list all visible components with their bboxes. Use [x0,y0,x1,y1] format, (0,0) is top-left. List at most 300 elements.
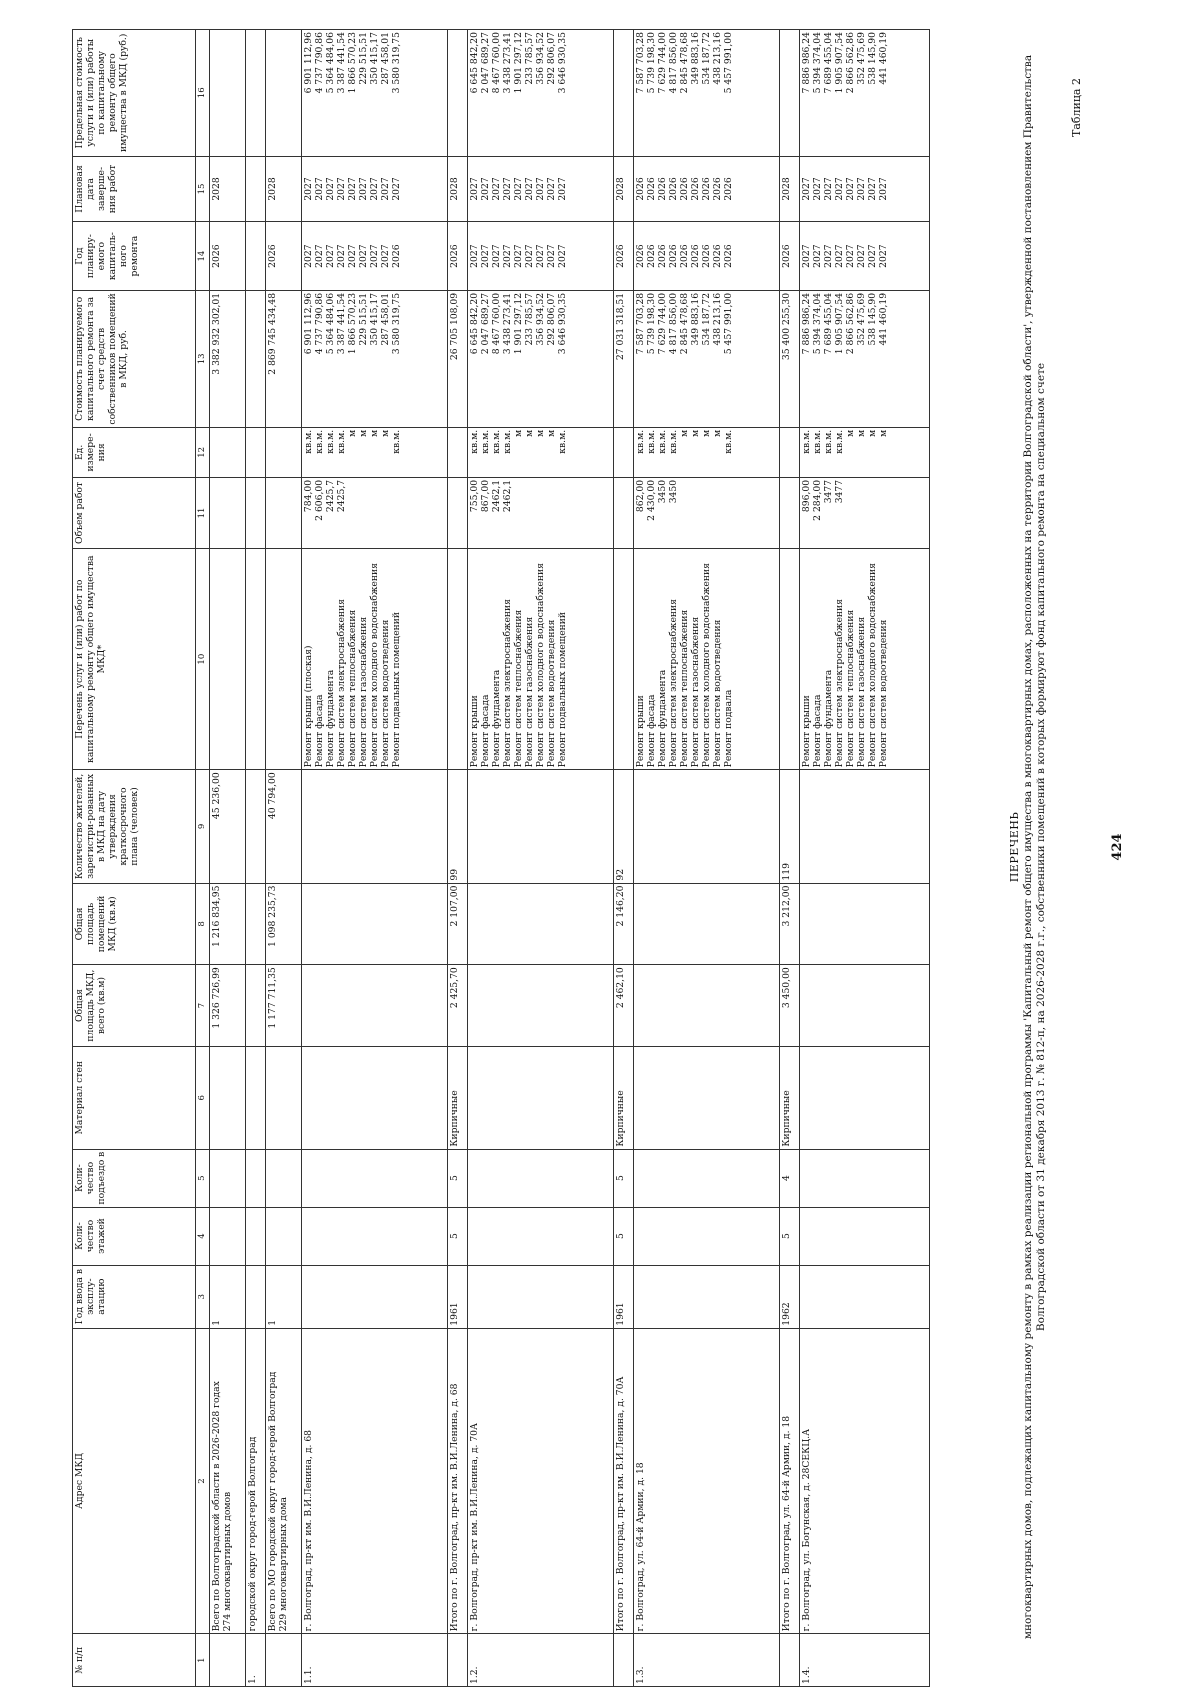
cell-line: 2027 [534,244,546,268]
column-header: Материал стен [73,1046,196,1149]
cell-line: 4 737 790,86 [313,292,325,355]
cell-line: 2027 [534,177,546,201]
address-cell: г. Волгоград, ул. Богунская, д. 28СЕКЦ.А [799,1328,929,1634]
costs-list [633,290,779,427]
table-cell [301,1046,447,1149]
table-cell [265,1046,301,1149]
table-cell [210,549,246,770]
cell-line: м [855,429,867,438]
table-cell [447,30,467,157]
cell-line: 2425,7 [335,479,347,513]
column-header: Год планиру-емого капиталь-ного ремонта [73,222,196,290]
cell-line: 538 145,90 [866,32,878,85]
column-header: № п/п [73,1634,196,1687]
table-cell [245,30,265,157]
cell-line: 2027 [844,244,856,268]
cell-line: 755,00 [468,479,480,513]
cell-line: 2027 [368,244,380,268]
cell-line: 2 866 562,86 [844,292,856,355]
table-cell [245,1207,265,1265]
cell-line: 2027 [468,177,480,201]
cell-line: м [379,429,391,438]
house-row [799,30,929,1687]
volumes-list [633,477,779,548]
column-number: 1 [196,1634,210,1687]
column-number: 7 [196,965,210,1047]
cell-line: 7 587 703,28 [634,32,646,94]
table-cell [210,1046,246,1149]
cell-line: Ремонт систем электроснабжения [833,599,845,768]
cell-line [380,480,391,546]
cell-line: 2026 [645,244,657,268]
column-number: 10 [196,549,210,770]
cell-line: м [877,429,889,438]
cell-line: 3450 [667,479,679,504]
column-number: 8 [196,883,210,965]
cell-line: Ремонт систем холодного водоснабжения [700,563,712,768]
table-cell: 3 212,00 [779,883,799,965]
cell-line: Ремонт систем теплоснабжения [678,609,690,768]
table-cell [210,427,246,477]
cell-line: 2027 [379,244,391,268]
column-number: 5 [196,1149,210,1207]
cell-line: Ремонт систем водоотведения [711,619,723,768]
cell-line: 441 460,19 [877,292,889,346]
table-cell: 1 [210,1265,246,1328]
cell-line: 1 901 297,12 [512,32,524,94]
cell-line: 896,00 [800,479,812,513]
table-cell [779,427,799,477]
cell-line: 292 806,07 [545,292,557,346]
cell-line: 2027 [390,177,402,201]
table-cell: 2026 [447,222,467,290]
house-total-row [779,30,799,1687]
column-header: Коли-чество подъездо в [73,1149,196,1207]
cell-line: м [678,429,690,438]
cell-line [358,480,369,546]
table-cell [245,427,265,477]
cell-line: 229 515,51 [357,32,369,85]
cell-line: 2027 [800,177,812,201]
cell-line: кв.м. [501,429,513,454]
limits-list [799,30,929,157]
cell-line: Ремонт крыши [800,695,812,768]
cell-line: 2026 [711,244,723,268]
summary-row [210,30,246,1687]
row-number: 1.1. [301,1634,447,1687]
cell-line [679,480,690,546]
row-number: 1.4. [799,1634,929,1687]
cell-line: 4 817 856,00 [667,32,679,94]
cell-line: Ремонт систем электроснабжения [335,599,347,768]
cell-line: 2026 [700,244,712,268]
cell-line: Ремонт систем водоотведения [877,619,889,768]
cell-line: 2027 [490,177,502,201]
table-cell [245,222,265,290]
address-cell [265,1328,301,1634]
cell-line: кв.м. [302,429,314,454]
cell-line: 2 047 689,27 [479,292,491,355]
cell-line: кв.м. [833,429,845,454]
cell-line: 2027 [302,244,314,268]
volumes-list [301,477,447,548]
units-list [467,427,613,477]
table-cell: 2026 [265,222,301,290]
cell-line: 2027 [877,177,889,201]
cell-line: Ремонт фундамента [324,669,336,768]
cell-line: 2027 [523,177,535,201]
table-cell [245,1149,265,1207]
address-cell [210,1328,246,1634]
cell-line: 2027 [844,177,856,201]
cell-line: 2026 [634,177,646,201]
cell-line: 292 806,07 [545,32,557,85]
table-cell: 2 869 745 434,48 [265,290,301,427]
table-cell: 2028 [779,156,799,222]
repair-list-table [72,29,930,1687]
cell-line [347,480,358,546]
table-label: Таблица 2 [1070,78,1083,137]
cell-line: м [512,429,524,438]
cell-line: кв.м. [556,429,568,454]
table-cell [265,549,301,770]
cell-line: 2027 [479,244,491,268]
cell-line: кв.м. [800,429,812,454]
table-cell: 1961 [613,1265,633,1328]
table-cell [265,1207,301,1265]
cell-line: Ремонт систем теплоснабжения [512,609,524,768]
table-cell: 5 [447,1207,467,1265]
cell-line [535,480,546,546]
table-cell: 1 216 834,95 [210,883,246,965]
table-cell [265,1149,301,1207]
table-cell [301,1265,447,1328]
table-cell: 1 326 726,99 [210,965,246,1047]
table-cell: Кирпичные [447,1046,467,1149]
total-label: Итого по г. Волгоград, ул. 64-й Армии, д. 18 [779,1328,799,1634]
cell-line: 2 845 478,68 [678,292,690,355]
cell-line: 1 866 570,23 [346,32,358,94]
column-header: Общая площадь МКД, всего (кв.м) [73,965,196,1047]
cell-line [513,480,524,546]
cell-line [391,480,402,546]
cell-line: 7 689 455,04 [822,32,834,94]
cell-line: 2 866 562,86 [844,32,856,94]
cell-line: 438 213,16 [711,32,723,85]
cell-line: 274 многоквартирных домов [222,1491,233,1632]
total-label: Итого по г. Волгоград, пр-кт им. В.И.Ленина, д. 70А [613,1328,633,1634]
cell-line: 6 645 842,20 [468,32,480,94]
table-cell [633,1046,779,1149]
cell-line: 2027 [811,244,823,268]
cell-line: кв.м. [822,429,834,454]
cell-line: 2027 [800,244,812,268]
end-years-list [799,156,929,222]
table-cell: 2028 [447,156,467,222]
table-cell [779,549,799,770]
cell-line: м [844,429,856,438]
cell-line: 2027 [545,244,557,268]
table-cell: 1 177 711,35 [265,965,301,1047]
column-number: 16 [196,30,210,157]
table-cell: 45 236,00 [210,770,246,883]
table-cell: 40 794,00 [265,770,301,883]
cell-line: 350 415,17 [368,32,380,85]
cell-line: 287 458,01 [379,292,391,346]
cell-line: Ремонт систем водоотведения [545,619,557,768]
cell-line: кв.м. [335,429,347,454]
cell-line: кв.м. [390,429,402,454]
cell-line: 2026 [678,244,690,268]
cell-line: 7 689 455,04 [822,292,834,355]
table-cell: 99 [447,770,467,883]
column-header: Объем работ [73,477,196,548]
cell-line: 2026 [678,177,690,201]
cell-line: 2027 [357,177,369,201]
cell-line: 2027 [556,177,568,201]
table-cell [301,1149,447,1207]
cell-line: 2 284,00 [811,479,823,521]
row-number [265,1634,301,1687]
table-cell: 27 031 318,51 [613,290,633,427]
cell-line: 2027 [335,244,347,268]
cell-line: 2027 [357,244,369,268]
cell-line: Ремонт подвальных помещений [556,611,568,768]
cell-line: Ремонт систем водоотведения [379,619,391,768]
cell-line: 2027 [335,177,347,201]
cell-line: Ремонт систем газоснабжения [523,616,535,768]
cell-line: 2027 [545,177,557,201]
cell-line: Ремонт крыши (плоская) [302,645,314,768]
document-heading [1008,37,1048,1657]
cell-line: Ремонт систем холодного водоснабжения [368,563,380,768]
cell-line: кв.м. [324,429,336,454]
column-header: Год ввода в эксплу-атацию [73,1265,196,1328]
table-cell [799,1046,929,1149]
table-cell: 35 400 255,30 [779,290,799,427]
cell-line [701,480,712,546]
cell-line: м [545,429,557,438]
cell-line: 6 901 112,96 [302,292,314,355]
cell-line: 2027 [313,177,325,201]
column-header: Перечень услуг и (или) работ по капитальному ремонту общего имущества МКД* [73,549,196,770]
cell-line [856,480,867,546]
cell-line: м [357,429,369,438]
cell-line: 3 580 319,75 [390,292,402,355]
cell-line: 3 438 273,41 [501,292,513,355]
column-header: Ед. измере-ния [73,427,196,477]
cell-line [546,480,557,546]
cell-line: 2027 [855,177,867,201]
cell-line [557,480,568,546]
cell-line: 4 737 790,86 [313,32,325,94]
cell-line: Ремонт фундамента [656,669,668,768]
table-cell: 26 705 108,09 [447,290,467,427]
table-cell: 1961 [447,1265,467,1328]
document-title: ПЕРЕЧЕНЬ [1008,811,1021,883]
cell-line: 2026 [689,177,701,201]
limits-list [467,30,613,157]
cell-line: 7 629 744,00 [656,32,668,94]
cell-line: кв.м. [645,429,657,454]
column-header: Адрес МКД [73,1328,196,1634]
cell-line: 5 394 374,04 [811,32,823,94]
cell-line: 2026 [722,177,734,201]
cell-line: 3 646 930,35 [556,292,568,355]
header-row [73,30,196,1687]
cell-line: кв.м. [722,429,734,454]
row-number [210,1634,246,1687]
table-cell: 2026 [613,222,633,290]
table-cell [467,883,613,965]
table-cell: 1962 [779,1265,799,1328]
summary-row [265,30,301,1687]
column-number: 4 [196,1207,210,1265]
cell-line: 2027 [556,244,568,268]
cell-line: 8 467 760,00 [490,292,502,355]
table-cell: 3 450,00 [779,965,799,1047]
years-list [301,222,447,290]
cell-line: 2027 [324,244,336,268]
cell-line [845,480,856,546]
cell-line: 438 213,16 [711,292,723,346]
cell-line: 5 739 198,30 [645,32,657,94]
table-cell: 1 098 235,73 [265,883,301,965]
cell-line: 350 415,17 [368,292,380,346]
cell-line: 4 817 856,00 [667,292,679,355]
cell-line: 5 364 484,06 [324,292,336,355]
cell-line: 2027 [313,244,325,268]
cell-line [690,480,701,546]
table-cell [613,30,633,157]
cell-line: 2026 [645,177,657,201]
table-cell: 119 [779,770,799,883]
address-cell: г. Волгоград, пр-кт им. В.И.Ленина, д. 68 [301,1328,447,1634]
cell-line: 352 475,69 [855,32,867,85]
cell-line: 2027 [479,177,491,201]
cell-line: 5 739 198,30 [645,292,657,355]
table-cell [467,770,613,883]
table-cell [265,477,301,548]
cell-line: 352 475,69 [855,292,867,346]
table-cell [447,549,467,770]
cell-line: 2027 [512,177,524,201]
units-list [799,427,929,477]
cell-line: 2462,1 [501,479,513,513]
table-cell [245,1046,265,1149]
cell-line: 2027 [501,177,513,201]
table-cell [613,427,633,477]
table-cell [633,770,779,883]
cell-line: 2027 [866,177,878,201]
table-cell [467,1207,613,1265]
table-cell [301,1207,447,1265]
cell-line: Ремонт фундамента [822,669,834,768]
column-header: Стоимость планируемого капитального ремонта за счет средств собственников помещений в МКД, руб. [73,290,196,427]
total-label: Итого по г. Волгоград, пр-кт им. В.И.Ленина, д. 68 [447,1328,467,1634]
address-cell: г. Волгоград, пр-кт им. В.И.Ленина, д. 70А [467,1328,613,1634]
cell-line: м [534,429,546,438]
cell-line: 2027 [324,177,336,201]
column-number: 14 [196,222,210,290]
cell-line: м [523,429,535,438]
column-number: 9 [196,770,210,883]
cell-line [723,480,734,546]
cell-line: 441 460,19 [877,32,889,85]
cell-line: Ремонт систем газоснабжения [357,616,369,768]
cell-line: 2026 [656,244,668,268]
cell-line: 2425,7 [324,479,336,513]
table-cell [301,965,447,1047]
table-cell: 3 382 932 302,01 [210,290,246,427]
document-subtitle: многоквартирных домов, подлежащих капитальному ремонту в рамках реализации региональной программы 'Капитальный ремонт общего имущества в многоквартирных домах, расположенных на территории Волгоградской области', утвержденной постановлением Правительства Волгоградской области от 31 декабря 2013 г. № 812-п, на 2026-2028 г.г., собственники помещений в которых формируют фонд капитального ремонта на специальном счете [1022,54,1047,1640]
cell-line: Ремонт фасада [645,694,657,768]
cell-line: Ремонт фасада [479,694,491,768]
cell-line: 2 430,00 [645,479,657,521]
cell-line: 2027 [811,177,823,201]
cell-line: 287 458,01 [379,32,391,85]
table-cell [210,1149,246,1207]
cell-line: 2027 [512,244,524,268]
cell-line: 2027 [833,177,845,201]
column-header: Количество жителей, зарегистри-рованных в МКД на дату утверждения краткосрочного плана (человек) [73,770,196,883]
cell-line: Ремонт систем теплоснабжения [844,609,856,768]
table-cell: 2026 [779,222,799,290]
cell-line: 867,00 [479,479,491,513]
table-cell [467,1265,613,1328]
works-list [633,549,779,770]
cell-line: 3 387 441,54 [335,32,347,94]
cell-line: 2027 [866,244,878,268]
table-cell: 2026 [210,222,246,290]
row-number: 1.3. [633,1634,779,1687]
table-cell: 2 107,00 [447,883,467,965]
table-cell [301,770,447,883]
table-cell [210,30,246,157]
cell-line: кв.м. [634,429,646,454]
column-number: 6 [196,1046,210,1149]
cell-line: 7 629 744,00 [656,292,668,355]
address-cell: г. Волгоград, ул. 64-й Армии, д. 18 [633,1328,779,1634]
cell-line: 534 187,72 [700,32,712,85]
cell-line: 356 934,52 [534,32,546,85]
table-cell [447,427,467,477]
table-cell [265,427,301,477]
table-cell: 5 [447,1149,467,1207]
column-header: Общая площадь помещений МКД (кв.м) [73,883,196,965]
works-list [467,549,613,770]
cell-line: 233 785,57 [523,292,535,346]
house-row [301,30,447,1687]
column-number: 15 [196,156,210,222]
cell-line: 2026 [667,244,679,268]
cell-line: 862,00 [634,479,646,513]
end-years-list [301,156,447,222]
table-cell [245,965,265,1047]
cell-line: 2026 [656,177,668,201]
cell-line: 3477 [822,479,834,504]
table-cell [799,883,929,965]
cell-line: 7 886 986,24 [800,292,812,355]
cell-line: кв.м. [811,429,823,454]
column-number: 11 [196,477,210,548]
table-cell [245,477,265,548]
cell-line: 2026 [390,244,402,268]
cell-line: Всего по Волгоградской области в 2026-2028 годах [211,1381,222,1632]
cell-line: Ремонт систем электроснабжения [667,599,679,768]
end-years-list [633,156,779,222]
cell-line: Всего по МО городской округ город-герой Волгоград [266,1371,278,1632]
